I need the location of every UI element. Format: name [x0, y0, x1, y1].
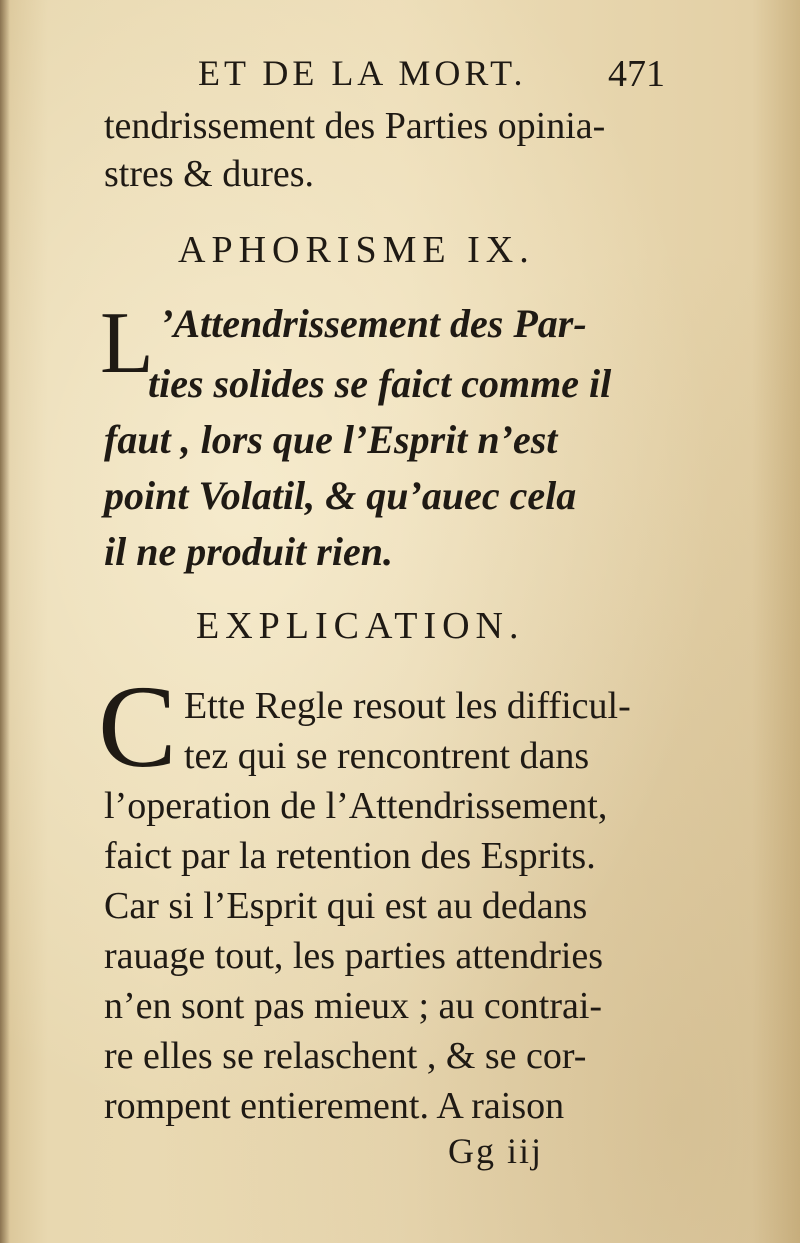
explication-line-2: tez qui se rencontrent dans [184, 735, 590, 777]
continuation-line-1: tendrissement des Parties opinia- [104, 105, 606, 147]
page-number: 471 [608, 53, 665, 95]
explication-line-9: rompent entierement. A raison [104, 1085, 565, 1127]
explication-line-1: Ette Regle resout les difficul- [184, 685, 631, 727]
aphorism-heading: APHORISME IX. [178, 229, 535, 271]
explication-line-5: Car si l’Esprit qui est au dedans [104, 885, 588, 927]
aphorism-drop-cap: L [100, 295, 154, 392]
signature-mark: Gg iij [448, 1131, 544, 1171]
aphorism-line-5: il ne produit rien. [104, 529, 393, 574]
aphorism-line-1: ’Attendrissement des Par- [160, 301, 587, 346]
aphorism-line-4: point Volatil, & qu’auec cela [104, 473, 577, 518]
page-gutter-shadow [0, 0, 10, 1243]
aphorism-line-3: faut , lors que l’Esprit n’est [104, 417, 558, 462]
continuation-line-2: stres & dures. [104, 153, 315, 195]
explication-line-6: rauage tout, les parties attendries [104, 935, 604, 977]
explication-heading: EXPLICATION. [196, 605, 525, 647]
explication-line-8: re elles se relaschent , & se cor- [104, 1035, 587, 1077]
explication-line-3: l’operation de l’Attendrissement, [104, 785, 608, 827]
aphorism-line-2: ties solides se faict comme il [148, 361, 612, 406]
explication-drop-cap: C [98, 661, 177, 792]
running-title: ET DE LA MORT. [198, 53, 527, 93]
explication-line-7: n’en sont pas mieux ; au contrai- [104, 985, 603, 1027]
explication-line-4: faict par la retention des Esprits. [104, 835, 596, 877]
